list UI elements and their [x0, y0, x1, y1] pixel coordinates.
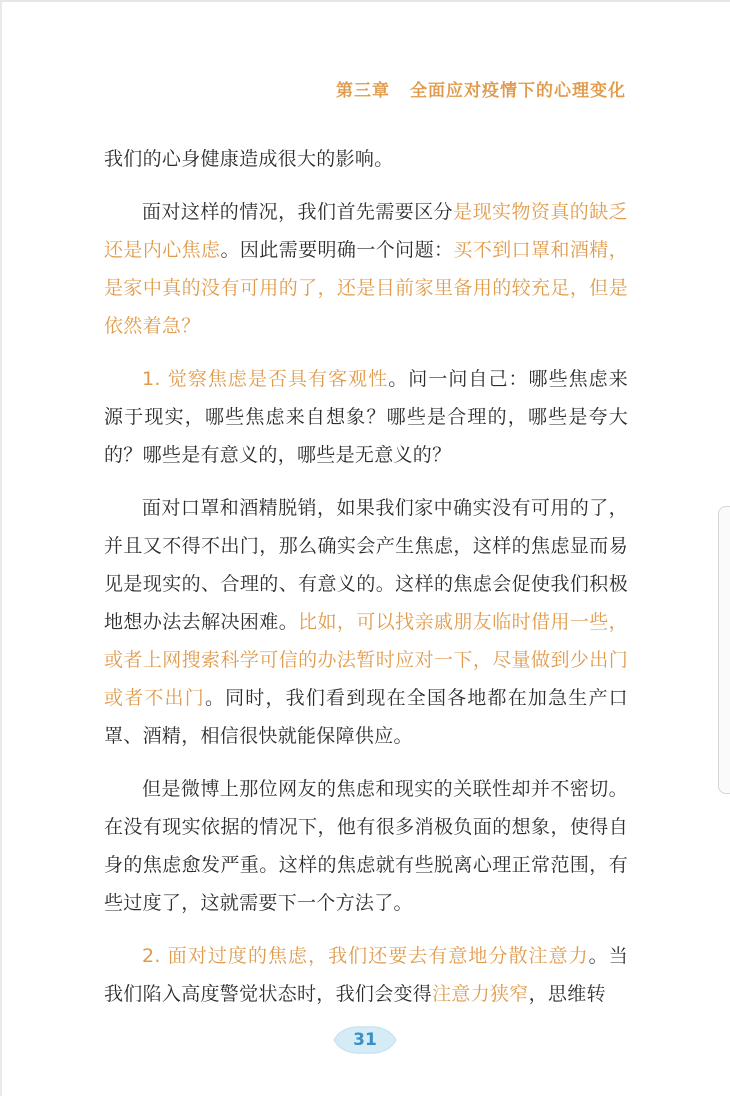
body-text: 我们的心身健康造成很大的影响。 — [104, 148, 394, 170]
highlighted-text: 2. 面对过度的焦虑，我们还要去有意地分散注意力 — [142, 945, 589, 967]
body-text: 面对口罩和酒精脱销，如果我们家中确实没有可用的了，并且又不得不出门，那么确实会产生焦虑，这样的焦虑显而易见是现实的、合理的、有意义的。这样的焦虑会促使我们积极地想办法去解决困难。 — [104, 497, 628, 633]
chapter-title: 全面应对疫情下的心理变化 — [410, 81, 626, 101]
page-body — [104, 140, 628, 1028]
body-text: 。因此需要明确一个问题： — [220, 239, 454, 261]
body-text: 。问一问自己：哪些焦虑来源于现实，哪些焦虑来自想象？哪些是合理的，哪些是夸大的？哪些是有意义的，哪些是无意义的？ — [104, 368, 628, 466]
side-scroll-handle[interactable] — [718, 506, 730, 794]
body-text: 面对这样的情况，我们首先需要区分 — [142, 201, 454, 223]
body-text: 。同时，我们看到现在全国各地都在加急生产口罩、酒精，相信很快就能保障供应。 — [104, 687, 628, 747]
page-number: 31 — [353, 1030, 377, 1050]
body-text: ，思维转 — [528, 983, 606, 1005]
paragraph — [104, 770, 628, 922]
highlighted-text: 1. 觉察焦虑是否具有客观性 — [142, 368, 389, 390]
highlighted-text: 是现实物资真的缺乏还是内心焦虑 — [104, 201, 628, 261]
paragraph — [104, 937, 628, 1013]
running-header — [336, 76, 626, 101]
paragraph — [104, 360, 628, 474]
page-left-edge — [0, 0, 2, 1096]
paragraph — [104, 193, 628, 345]
highlighted-text: 比如，可以找亲戚朋友临时借用一些，或者上网搜索科学可信的办法暂时应对一下，尽量做到少出门或者不出门 — [104, 611, 628, 709]
paragraph — [104, 140, 628, 178]
body-text: 。当我们陷入高度警觉状态时，我们会变得 — [104, 945, 628, 1005]
highlighted-text: 买不到口罩和酒精，是家中真的没有可用的了，还是目前家里备用的较充足，但是依然着急？ — [104, 239, 628, 337]
page-number-badge — [332, 1023, 398, 1057]
chapter-number: 第三章 — [336, 81, 390, 101]
body-text: 但是微博上那位网友的焦虑和现实的关联性却并不密切。在没有现实依据的情况下，他有很多消极负面的想象，使得自身的焦虑愈发严重。这样的焦虑就有些脱离心理正常范围，有些过度了，这就需要下一个方法了。 — [104, 778, 628, 914]
paragraph — [104, 489, 628, 755]
highlighted-text: 注意力狭窄 — [432, 983, 529, 1005]
page-top-edge — [0, 0, 730, 2]
